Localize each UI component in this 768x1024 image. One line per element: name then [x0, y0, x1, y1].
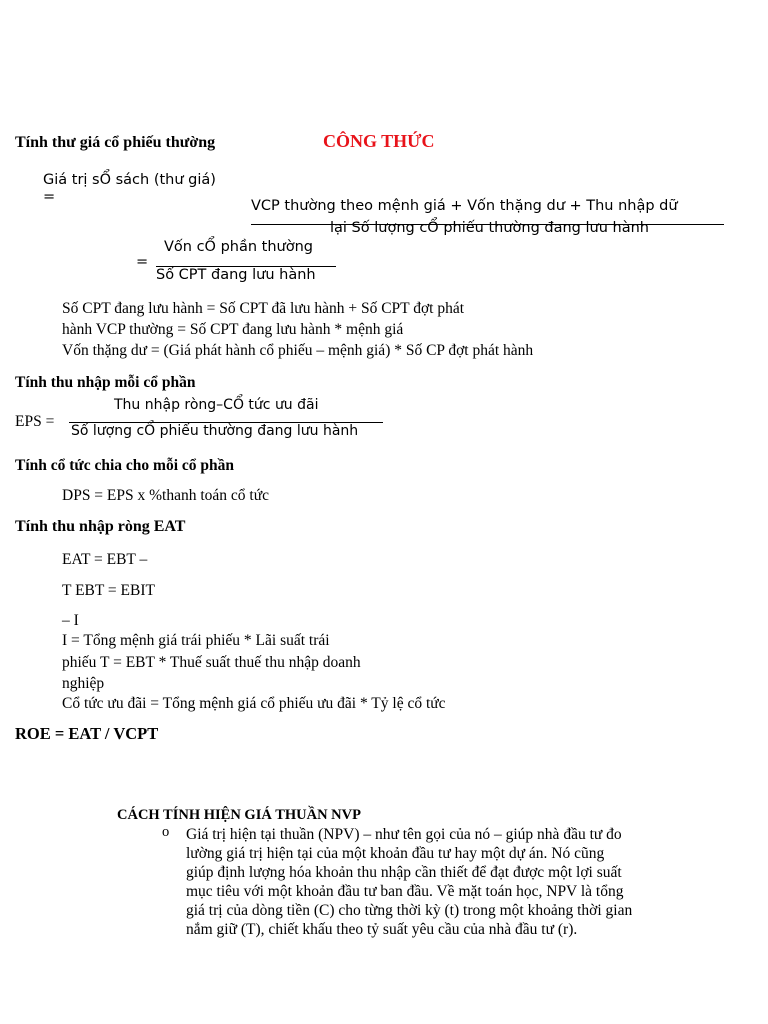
eat-line: I = Tổng mệnh giá trái phiếu * Lãi suất trái [62, 632, 330, 649]
eat-heading: Tính thu nhập ròng EAT [15, 518, 186, 535]
book-value-denominator: lại Số lượng cỔ phiếu thường đang lưu hành [330, 220, 649, 236]
npv-paragraph-line: Giá trị hiện tại thuần (NPV) – như tên gọi của nó – giúp nhà đầu tư đo [186, 826, 622, 843]
book-value-equals: = [43, 189, 56, 205]
book-value-equals-2: = [136, 254, 149, 270]
book-value-numerator-2: Vốn cỔ phần thường [164, 239, 313, 255]
section-title-book-value: Tính thư giá cổ phiếu thường [15, 134, 216, 151]
eat-line: phiếu T = EBT * Thuế suất thuế thu nhập doanh [62, 654, 361, 671]
npv-paragraph-line: giúp định lượng hóa khoản thu nhập cần thiết để đạt được một lợi suất [186, 864, 622, 881]
bullet-marker: o [162, 824, 170, 840]
definition-line: Số CPT đang lưu hành = Số CPT đã lưu hành + Số CPT đợt phát [62, 300, 465, 317]
definition-line: Vốn thặng dư = (Giá phát hành cổ phiếu – mệnh giá) * Số CP đợt phát hành [62, 342, 534, 359]
roe-formula: ROE = EAT / VCPT [15, 724, 159, 743]
dps-heading: Tính cổ tức chia cho mỗi cổ phần [15, 457, 234, 474]
definition-line: hành VCP thường = Số CPT đang lưu hành * mệnh giá [62, 321, 404, 338]
dps-formula: DPS = EPS x %thanh toán cổ tức [62, 487, 270, 504]
book-value-label: Giá trị sỔ sách (thư giá) [43, 172, 216, 188]
book-value-numerator: VCP thường theo mệnh giá + Vốn thặng dư + Thu nhập dữ [251, 198, 678, 214]
npv-heading: CÁCH TÍNH HIỆN GIÁ THUẦN NVP [117, 807, 361, 823]
eat-line: – I [62, 612, 79, 629]
npv-paragraph-line: giá trị của dòng tiền (C) cho từng thời kỳ (t) trong một khoảng thời gian [186, 902, 633, 919]
eps-denominator: Số lượng cỔ phiếu thường đang lưu hành [71, 423, 359, 439]
eat-line: nghiệp [62, 675, 105, 692]
eat-line: T EBT = EBIT [62, 582, 155, 599]
npv-paragraph-line: mục tiêu với một khoản đầu tư ban đầu. Về mặt toán học, NPV là tổng [186, 883, 624, 900]
npv-paragraph-line: lường giá trị hiện tại của một khoản đầu tư hay một dự án. Nó cũng [186, 845, 605, 862]
eat-line: EAT = EBT – [62, 551, 148, 568]
eat-line: Cổ tức ưu đãi = Tổng mệnh giá cổ phiếu ưu đãi * Tỷ lệ cổ tức [62, 695, 446, 712]
npv-paragraph-line: nắm giữ (T), chiết khấu theo tỷ suất yêu cầu của nhà đầu tư (r). [186, 921, 578, 938]
eps-numerator: Thu nhập ròng–CỔ tức ưu đãi [114, 397, 319, 413]
book-value-denominator-2: Số CPT đang lưu hành [156, 267, 316, 283]
eps-heading: Tính thu nhập mỗi cổ phần [15, 374, 196, 391]
eps-label: EPS = [15, 413, 55, 430]
page-title: CÔNG THỨC [323, 131, 435, 151]
